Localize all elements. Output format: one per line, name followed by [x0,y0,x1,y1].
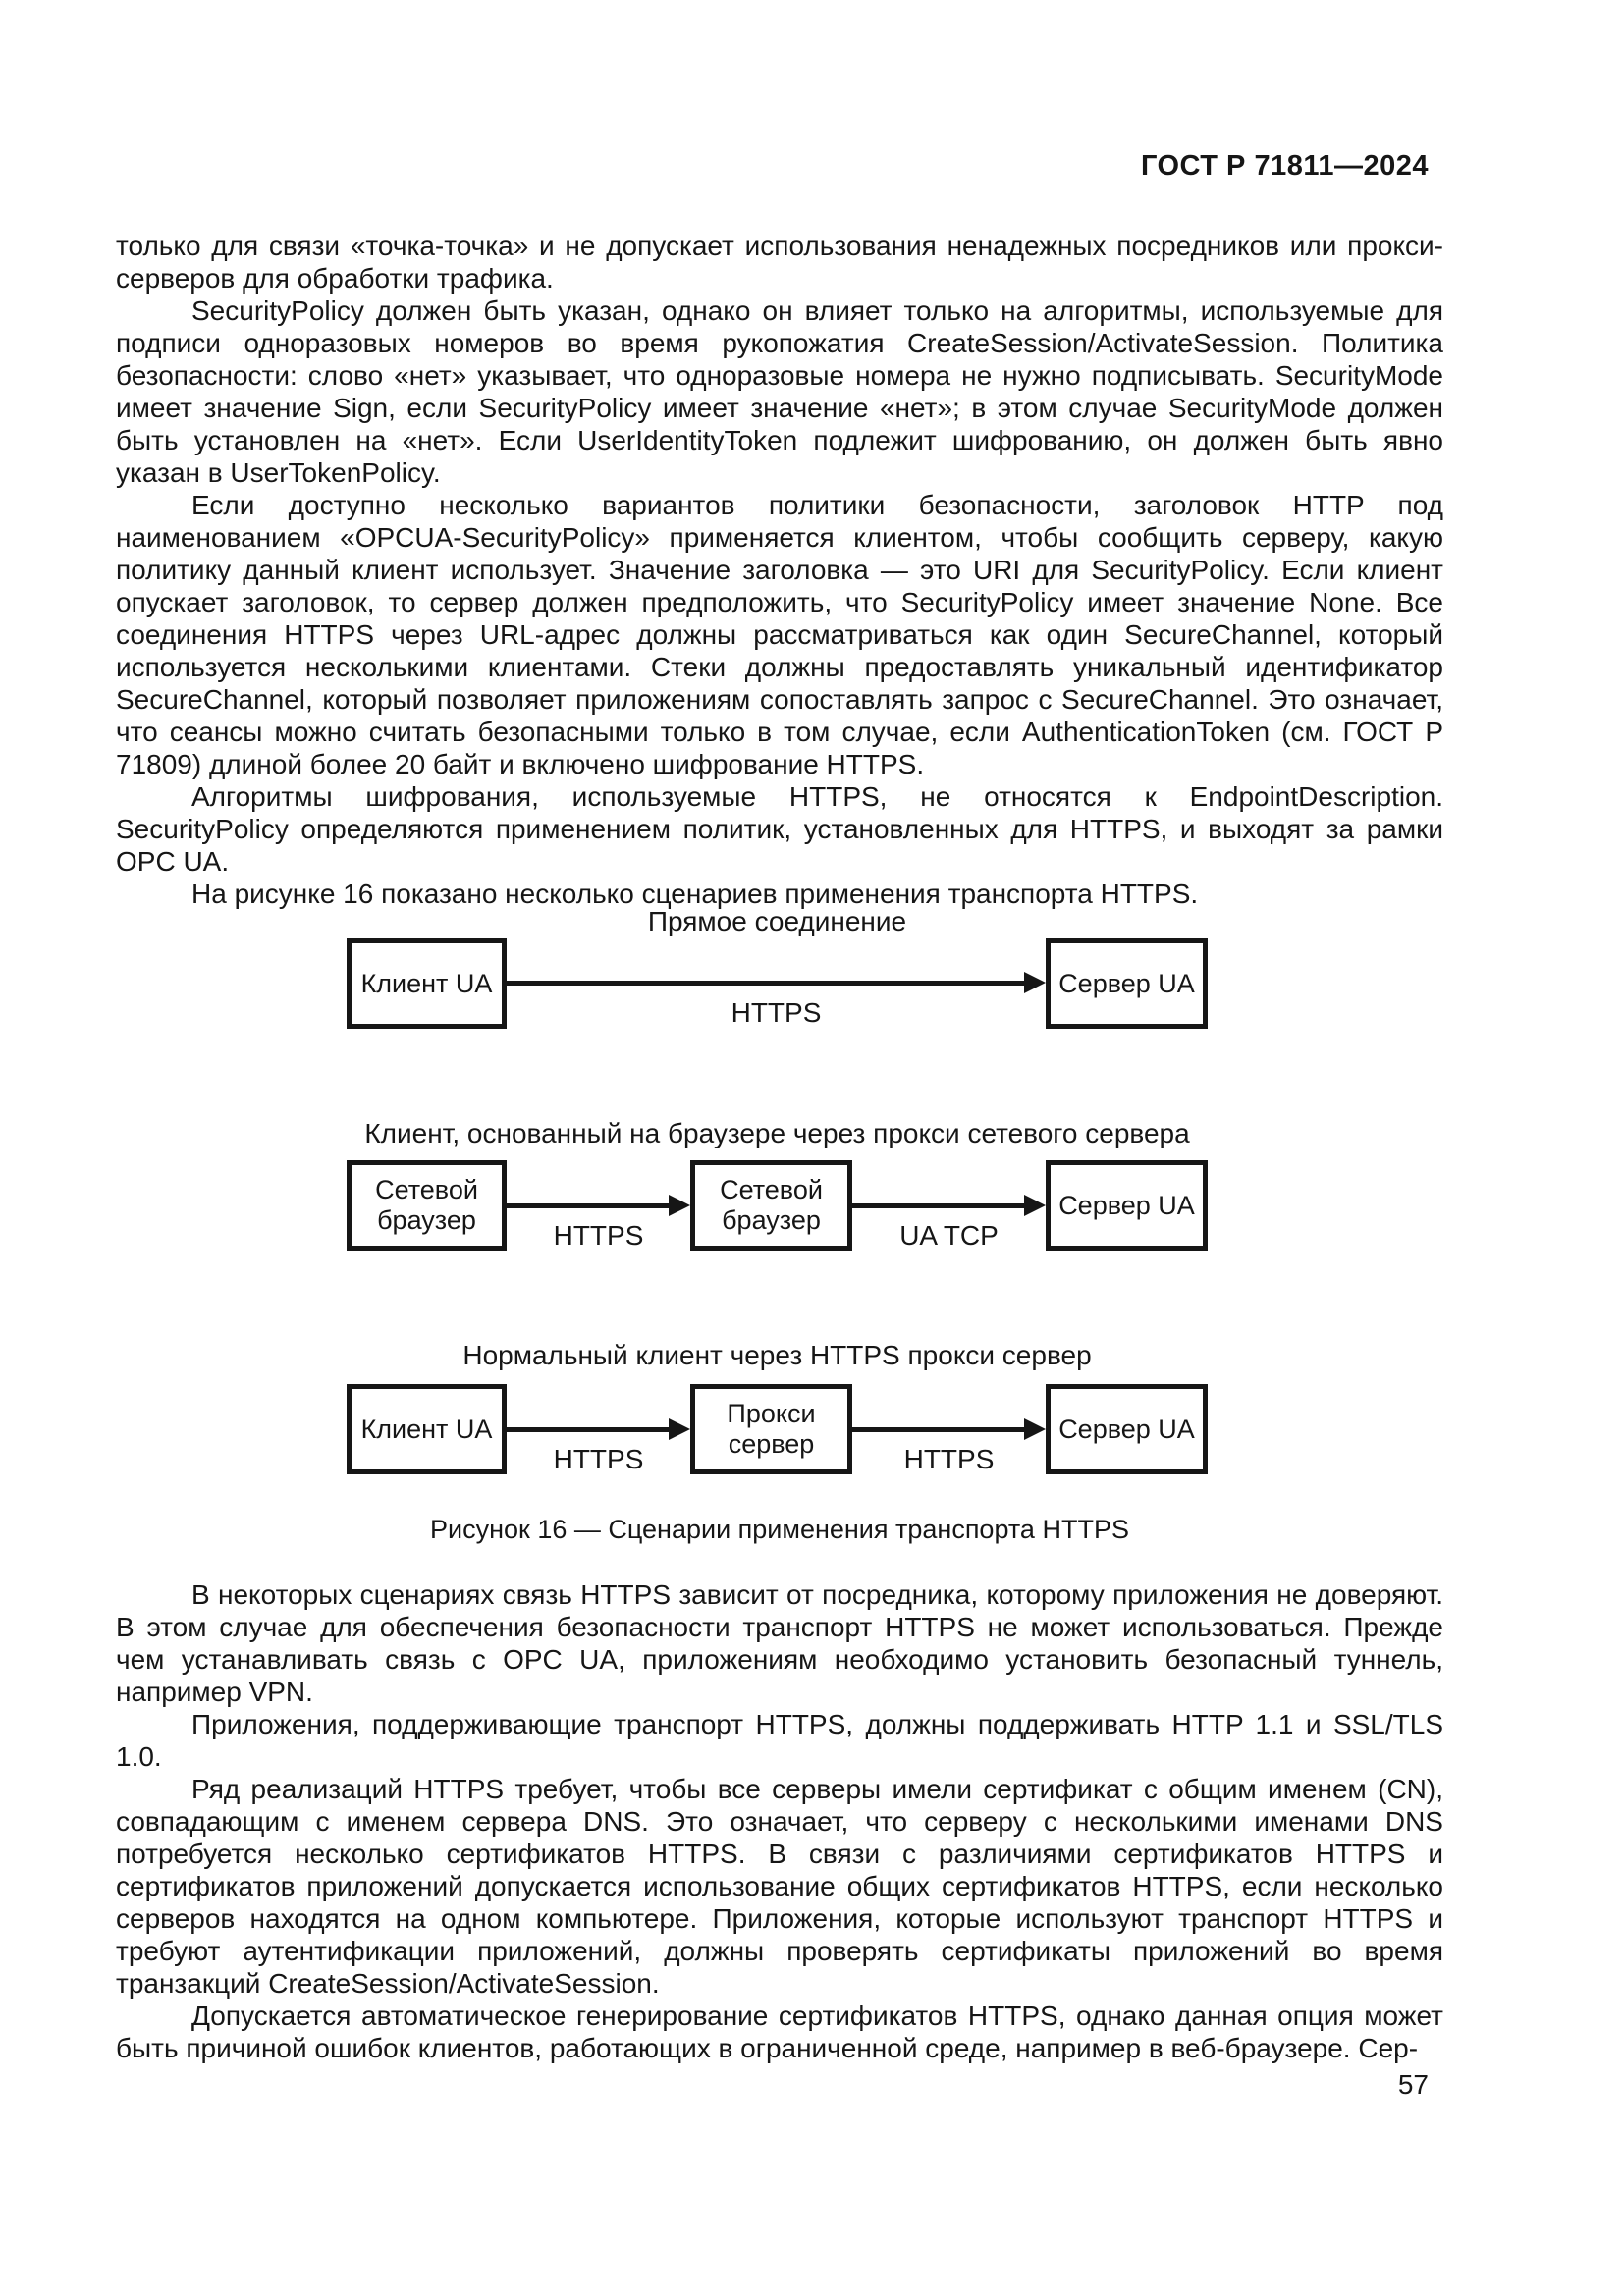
arrow-label-https: HTTPS [553,1220,644,1251]
arrow-head-icon [669,1195,690,1216]
body-paragraph: В некоторых сценариях связь HTTPS зависит от посредника, которому приложения не доверяют. В этом случае для обеспечения безопасности транспорт HTTPS не может использоваться. Прежде чем устанавливать связь с OPC UA, приложениям необходимо установить безопасный туннель, например VPN. [116,1579,1443,1707]
arrow-head-icon [1024,1195,1046,1216]
body-text-bottom [116,1578,1443,2064]
page-number: 57 [1397,2069,1429,2100]
arrow-label-https: HTTPS [903,1444,995,1474]
arrow-label-ua-tcp: UA TCP [899,1220,999,1251]
arrow-label-https: HTTPS [731,997,822,1028]
body-paragraph: На рисунке 16 показано несколько сценариев применения транспорта HTTPS. [191,879,1199,909]
scenario-title-direct: Прямое соединение [647,906,907,936]
scenario-title-https-proxy: Нормальный клиент через HTTPS прокси сервер [462,1340,1092,1370]
body-paragraph: Допускается автоматическое генерирование сертификатов HTTPS, однако данная опция может быть причиной ошибок клиентов, работающих в ограниченной среде, например в веб-браузере. Сер- [116,2001,1443,2063]
arrow-connector [852,1203,1024,1208]
body-paragraph: Алгоритмы шифрования, используемые HTTPS, не относятся к EndpointDescription. SecurityPolicy определяются применением политик, установленных для HTTPS, и выходят за рамки OPC UA. [116,781,1443,877]
body-paragraph: SecurityPolicy должен быть указан, однако он влияет только на алгоритмы, используемые для подписи одноразовых номеров во время рукопожатия CreateSession/ActivateSession. Политика безопасности: слово «нет» указывает, что одноразовые номера не нужно подписывать. SecurityMode имеет значение Sign, если SecurityPolicy имеет значение «нет»; в этом случае SecurityMode должен быть установлен на «нет». Если UserIdentityToken подлежит шифрованию, он должен быть явно указан в UserTokenPolicy. [116,295,1443,488]
node-proxy-server: Прокси сервер [690,1384,852,1474]
arrow-head-icon [669,1418,690,1440]
scenario-title-browser-proxy: Клиент, основанный на браузере через прокси сетевого сервера [364,1118,1190,1148]
figure-caption: Рисунок 16 — Сценарии применения транспорта HTTPS [430,1515,1129,1544]
arrow-connector [507,981,1024,986]
node-ua-server: Сервер UA [1046,938,1208,1029]
body-paragraph: Приложения, поддерживающие транспорт HTTPS, должны поддерживать HTTP 1.1 и SSL/TLS 1.0. [116,1709,1443,1772]
node-ua-server: Сервер UA [1046,1384,1208,1474]
arrow-label-https: HTTPS [553,1444,644,1474]
node-web-server: Сетевой браузер [690,1160,852,1251]
node-ua-client: Клиент UA [347,938,507,1029]
body-paragraph: Если доступно несколько вариантов политики безопасности, заголовок HTTP под наименованием «OPCUA-SecurityPolicy» применяется клиентом, чтобы сообщить серверу, какую политику данный клиент использует. Значение заголовка — это URI для SecurityPolicy. Если клиент опускает заголовок, то сервер должен предположить, что SecurityPolicy имеет значение None. Все соединения HTTPS через URL-адрес должны рассматриваться как один SecureChannel, который используется несколькими клиентами. Стеки должны предоставлять уникальный идентификатор SecureChannel, который позволяет приложениям сопоставлять запрос с SecureChannel. Это означает, что сеансы можно считать безопасными только в том случае, если AuthenticationToken (см. ГОСТ Р 71809) длиной более 20 байт и включено шифрование HTTPS. [116,490,1443,779]
body-paragraph: только для связи «точка-точка» и не допускает использования ненадежных посредников или прокси-серверов для обработки трафика. [116,231,1443,294]
body-text-top [116,230,1443,910]
node-ua-server: Сервер UA [1046,1160,1208,1251]
doc-code-header: ГОСТ Р 71811—2024 [1140,150,1429,182]
arrow-connector [507,1427,669,1432]
node-ua-client: Клиент UA [347,1384,507,1474]
body-paragraph: Ряд реализаций HTTPS требует, чтобы все серверы имели сертификат с общим именем (CN), совпадающим с именем сервера DNS. Это означает, что серверу с несколькими именами DNS потребуется несколько сертификатов HTTPS. В связи с различиями сертификатов HTTPS и сертификатов приложений допускается использование общих сертификатов HTTPS, если несколько серверов находятся на одном компьютере. Приложения, которые используют транспорт HTTPS и требуют аутентификации приложений, должны проверять сертификаты приложений во время транзакций CreateSession/ActivateSession. [116,1774,1443,1999]
arrow-connector [507,1203,669,1208]
node-web-browser: Сетевой браузер [347,1160,507,1251]
arrow-head-icon [1024,1418,1046,1440]
arrow-head-icon [1024,972,1046,993]
arrow-connector [852,1427,1024,1432]
